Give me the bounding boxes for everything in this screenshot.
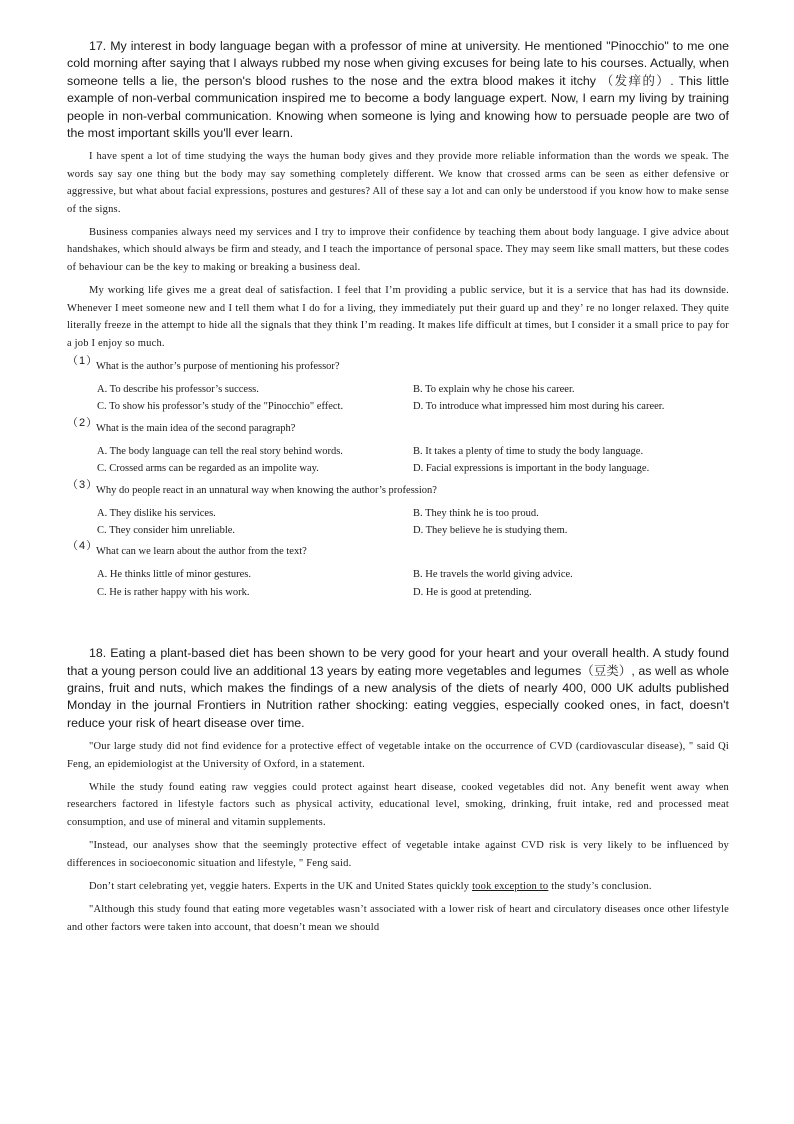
paragraph-text: Don’t start celebrating yet, veggie haters. Experts in the UK and United States quickly <box>89 881 473 893</box>
option-d[interactable]: D. He is good at pretending. <box>413 586 532 598</box>
question-3 <box>67 478 729 540</box>
passage-18-paragraph <box>67 878 729 895</box>
option-b[interactable]: B. It takes a plenty of time to study the body language. <box>413 445 644 457</box>
option-b[interactable]: B. To explain why he chose his career. <box>413 383 575 395</box>
passage-17-intro: 17. My interest in body language began with a professor of mine at university. He mentioned "Pinocchio" to me one cold morning after saying that I always rubbed my nose when giving excuses for being late to his courses. Actually, when someone tells a lie, the person's blood rushes to the nose and the extra blood makes it itchy （发痒的）. This little example of non-verbal communication inspired me to become a body language expert. Now, I earn my living by training people in non-verbal communication. Knowing when someone is lying and knowing how to persuade people are two of the most important skills you'll ever learn. <box>67 39 729 141</box>
option-a[interactable]: A. He thinks little of minor gestures. <box>97 569 251 581</box>
passage-17-paragraph: I have spent a lot of time studying the ways the human body gives and they provide more reliable information than the words we speak. The words say say one thing but the body may say something completely different. We know that crossed arms can be seen as either defensive or aggressive, but what about facial expressions, postures and gestures? All of these say a lot and can only be understood if you know how to make sense of the signs. <box>67 151 729 215</box>
option-c[interactable]: C. To show his professor’s study of the "Pinocchio" effect. <box>97 401 344 413</box>
passage-18-paragraph: "Although this study found that eating more vegetables wasn’t associated with a lower risk of heart and circulatory diseases once other lifestyle and other factors were taken into account, that doesn’t mean we should <box>67 904 729 933</box>
question-4 <box>67 540 729 601</box>
passage-18-paragraph: "Our large study did not find evidence for a protective effect of vegetable intake on the occurrence of CVD (cardiovascular disease), " said Qi Feng, an epidemiologist at the University of Oxford, in a statement. <box>67 741 729 770</box>
option-d[interactable]: D. To introduce what impressed him most during his career. <box>413 401 665 413</box>
passage-17-paragraph: My working life gives me a great deal of satisfaction. I feel that I’m providing a public service, but it is a service that has had its downside. Whenever I meet someone new and I tell them what I do for a living, they immediately put their guard up and they’ re no longer relaxed. They quite literally freeze in the attempt to hide all the signals that they think I’m reading. It makes life difficult at times, but I consider it a small price to pay for a job I enjoy so much. <box>67 285 729 349</box>
option-b[interactable]: B. They think he is too proud. <box>413 507 539 519</box>
question-2 <box>67 416 729 478</box>
option-a[interactable]: A. To describe his professor’s success. <box>97 383 259 395</box>
option-list <box>67 443 729 478</box>
option-list <box>67 381 729 416</box>
question-stem: What can we learn about the author from the text? <box>96 546 307 558</box>
exam-page <box>67 38 729 942</box>
question-number: （3） <box>67 478 99 491</box>
question-number: （1） <box>67 354 99 367</box>
option-d[interactable]: D. Facial expressions is important in the body language. <box>413 463 650 475</box>
paragraph-text: the study’s conclusion. <box>548 881 652 893</box>
option-c[interactable]: C. Crossed arms can be regarded as an impolite way. <box>97 463 319 475</box>
underlined-phrase: took exception to <box>472 881 549 893</box>
passage-18-intro: 18. Eating a plant-based diet has been shown to be very good for your heart and your overall health. A study found that a young person could live an additional 13 years by eating more vegetables and legumes（豆类）, as well as whole grains, fruit and nuts, which makes the findings of a new analysis of the diets of nearly 400, 000 UK adults published Monday in the journal Frontiers in Nutrition rather shocking: eating veggies, especially cooked ones, in fact, doesn't reduce your risk of heart disease over time. <box>67 646 729 730</box>
question-number: （4） <box>67 540 99 553</box>
option-list <box>67 505 729 540</box>
question-stem: What is the author’s purpose of mentioning his professor? <box>96 360 340 372</box>
question-number: （2） <box>67 416 99 429</box>
option-a[interactable]: A. The body language can tell the real story behind words. <box>97 445 343 457</box>
option-d[interactable]: D. They believe he is studying them. <box>413 524 568 536</box>
option-c[interactable]: C. They consider him unreliable. <box>97 524 236 536</box>
option-a[interactable]: A. They dislike his services. <box>97 507 216 519</box>
option-list <box>67 566 729 601</box>
question-stem: Why do people react in an unnatural way when knowing the author’s profession? <box>96 484 437 496</box>
passage-18-paragraph: While the study found eating raw veggies could protect against heart disease, cooked vegetables did not. Any benefit went away when researchers factored in lifestyle factors such as physical activity, educational level, smoking, drinking, fruit intake, red and processed meat consumption, and use of mineral and vitamin supplements. <box>67 782 729 828</box>
option-c[interactable]: C. He is rather happy with his work. <box>97 586 250 598</box>
passage-17-paragraph: Business companies always need my services and I try to improve their confidence by teaching them about body language. I give advice about handshakes, which should always be firm and steady, and I teach the importance of personal space. They may seem like small matters, but these codes of behaviour can be the key to making or breaking a business deal. <box>67 227 729 273</box>
option-b[interactable]: B. He travels the world giving advice. <box>413 569 573 581</box>
section-spacer <box>67 605 729 645</box>
passage-18-paragraph: "Instead, our analyses show that the seemingly protective effect of vegetable intake against CVD risk is very likely to be influenced by differences in socioeconomic situation and lifestyle, " Feng said. <box>67 840 729 869</box>
question-1 <box>67 354 729 416</box>
question-stem: What is the main idea of the second paragraph? <box>96 422 296 434</box>
